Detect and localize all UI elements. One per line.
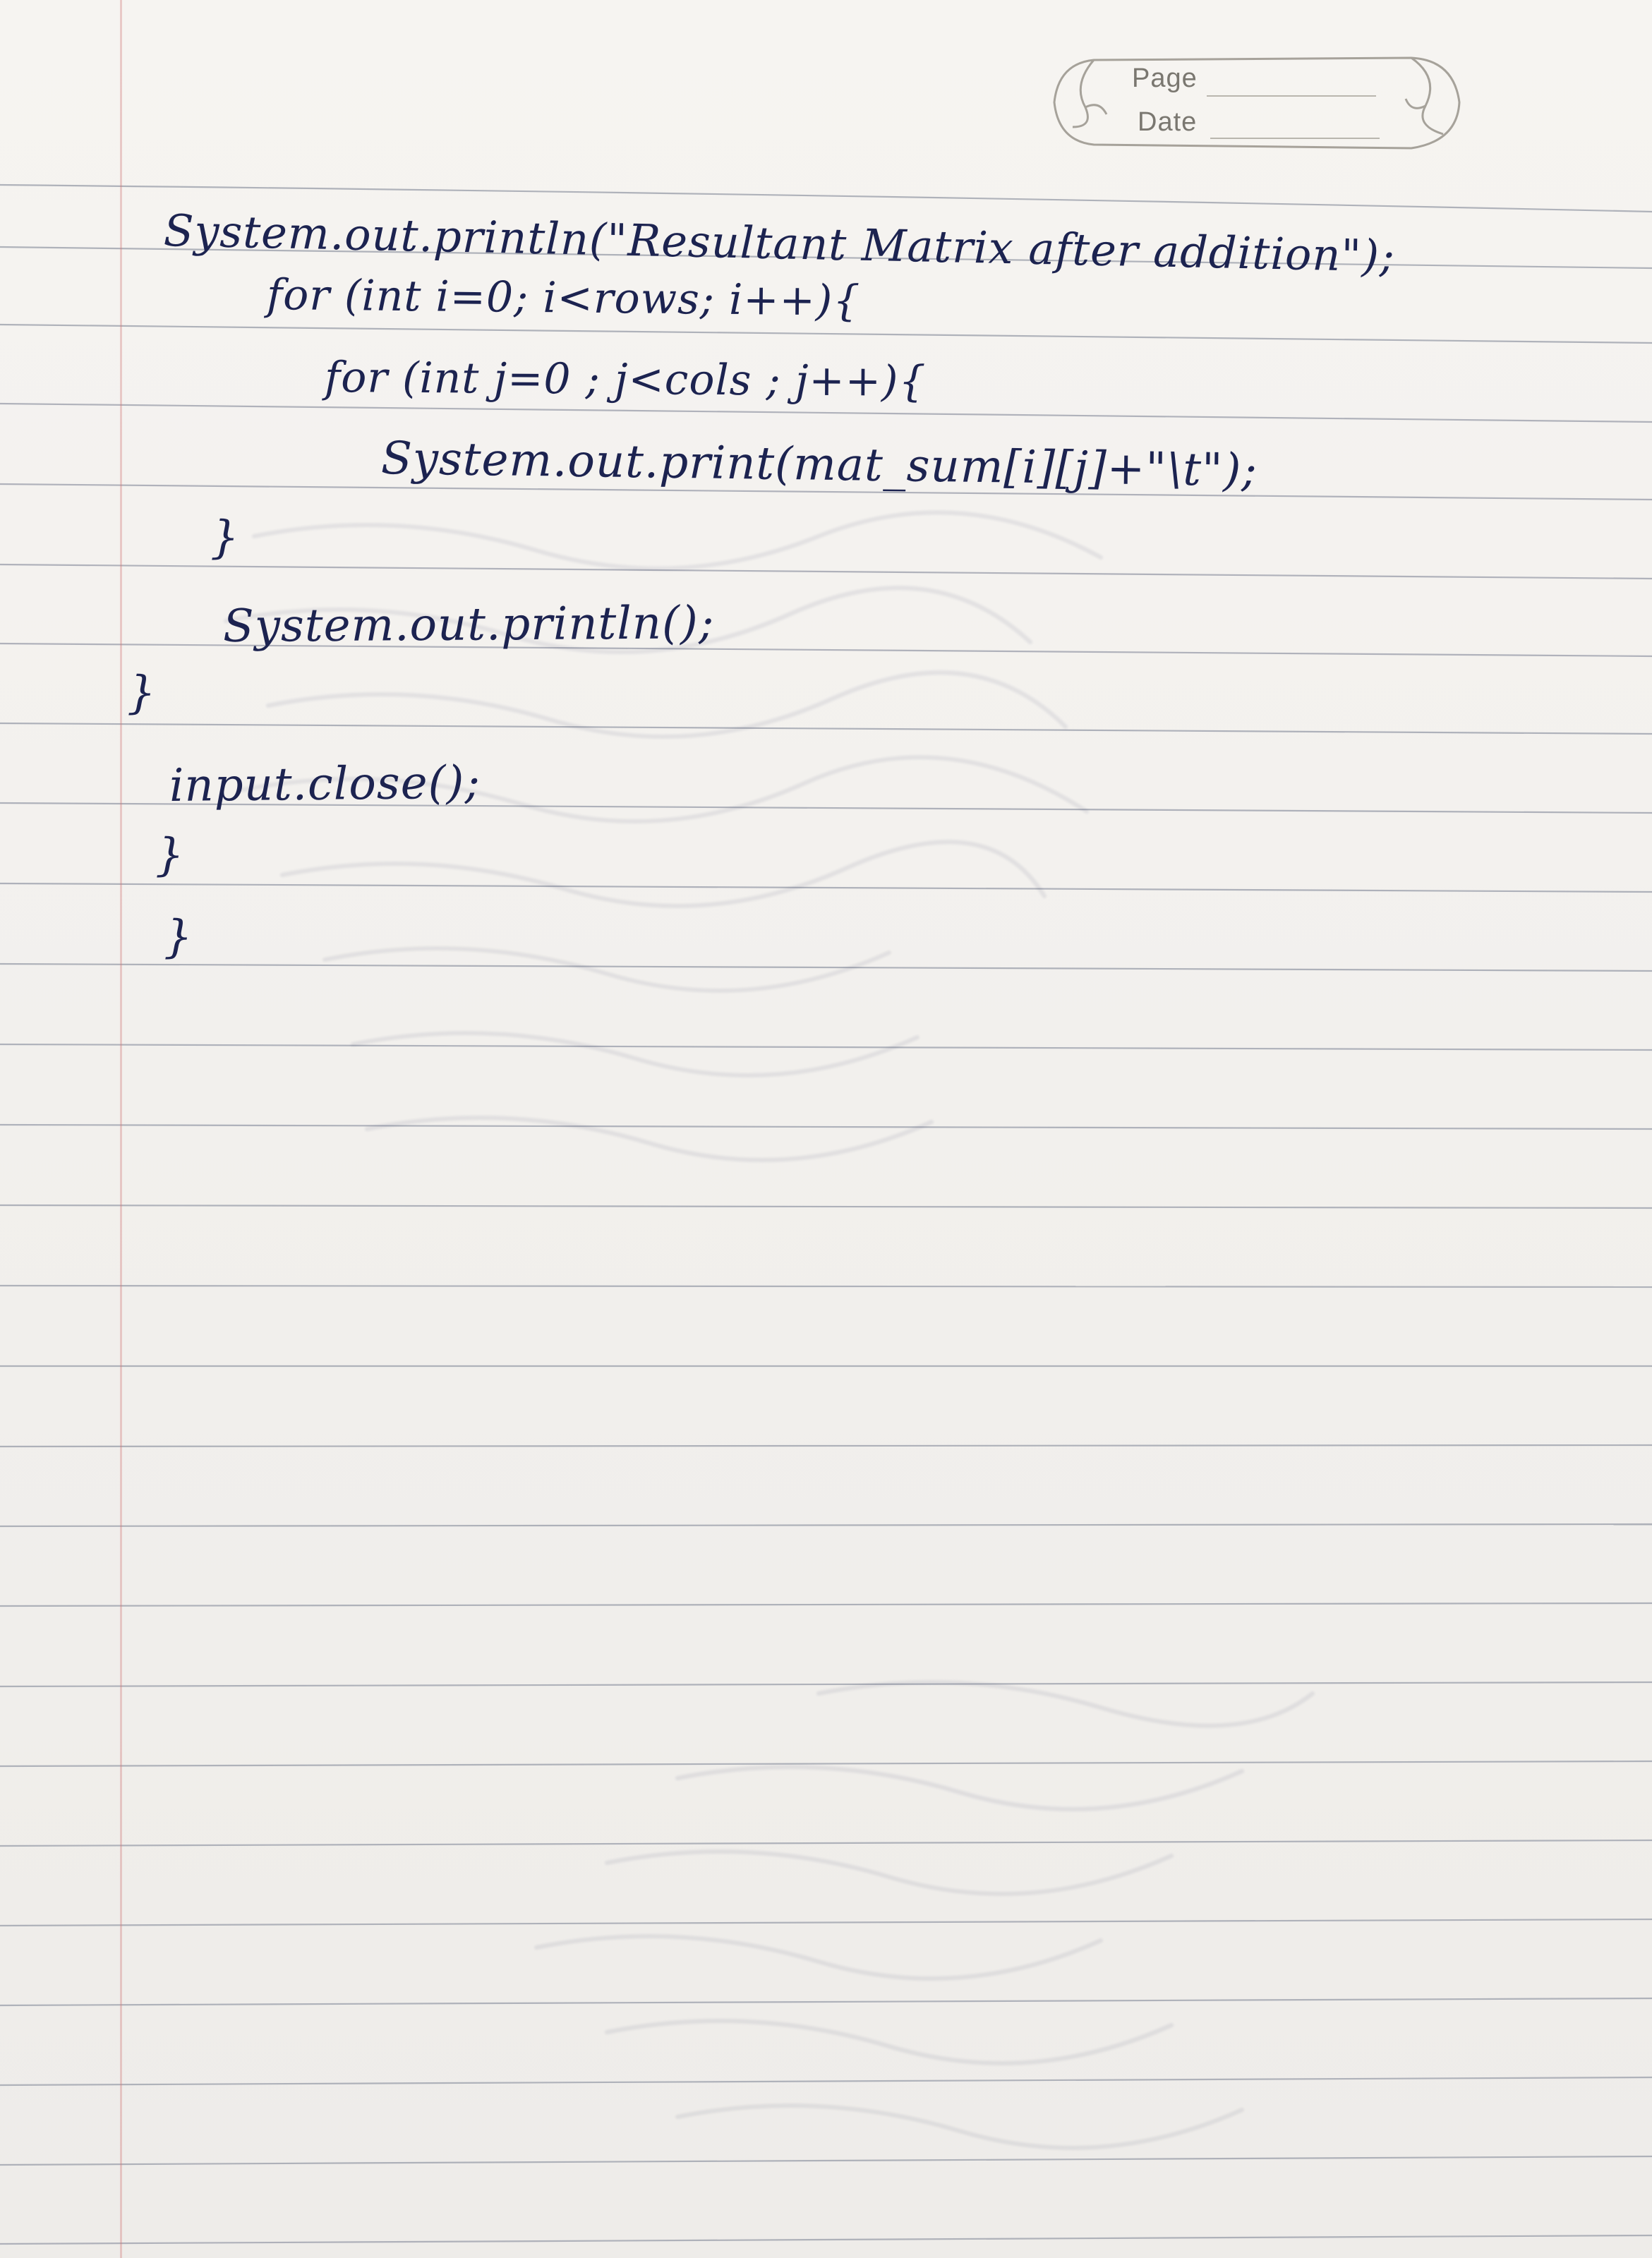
page-label: Page (1132, 64, 1198, 93)
date-line (1210, 138, 1380, 139)
code-line-7: } (127, 667, 157, 719)
page-line (1207, 95, 1376, 97)
code-line-9: } (155, 829, 185, 881)
code-line-3: for (int j=0 ; j<cols ; j++){ (324, 353, 927, 406)
page-date-header (1044, 42, 1468, 162)
code-line-4: System.out.print(mat_sum[i][j]+"\t"); (380, 433, 1258, 497)
code-line-6: System.out.println(); (222, 597, 715, 653)
margin-line (120, 0, 122, 2258)
date-label: Date (1138, 107, 1198, 137)
bleed-through-writing (183, 494, 1383, 2223)
code-line-2: for (int i=0; i<rows; i++){ (266, 270, 861, 326)
code-line-10: } (164, 911, 193, 963)
code-line-8: input.close(); (169, 756, 481, 812)
scroll-frame-icon (1044, 42, 1468, 162)
code-line-1: System.out.println("Resultant Matrix after addition"); (163, 205, 1396, 282)
code-line-5: } (210, 512, 240, 564)
